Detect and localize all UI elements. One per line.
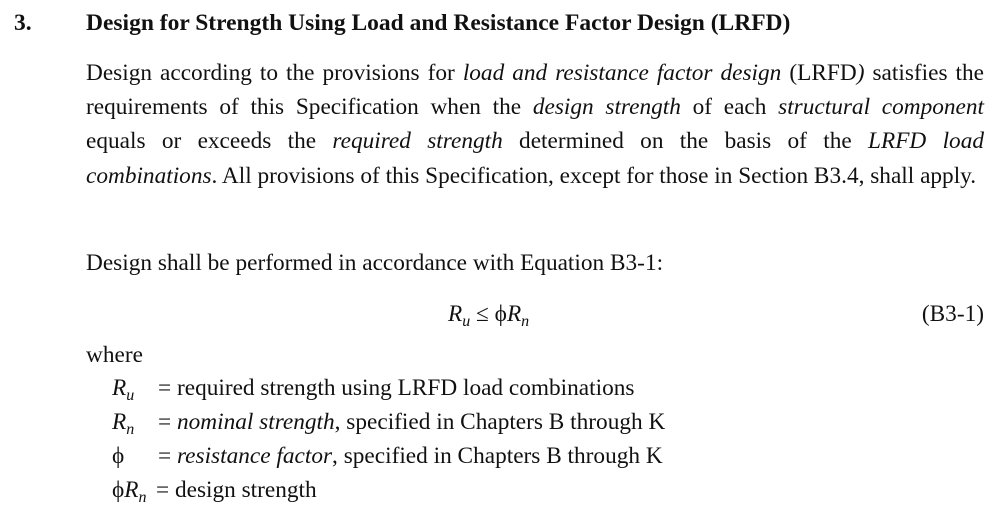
symbol-r: R: [112, 409, 127, 435]
definition-description: required strength using LRFD load combinations: [176, 375, 635, 401]
term-design-strength: design strength: [532, 94, 681, 121]
where-label: where: [86, 342, 143, 368]
equation-number: (B3-1): [921, 301, 984, 327]
subscript-n: n: [521, 313, 530, 330]
subscript-n: n: [138, 489, 147, 506]
equation-expression: [448, 297, 529, 331]
subscript-u: u: [462, 313, 471, 330]
text-run: determined on the basis of the: [502, 128, 869, 155]
text-run-italic-paren: ): [856, 60, 865, 86]
subscript-n: n: [126, 421, 135, 438]
text-run: Design according to the provisions for: [86, 60, 463, 86]
phi-symbol: ϕ: [112, 477, 125, 503]
text-run: of each: [680, 94, 779, 121]
definition-symbol: [112, 473, 147, 507]
term-lrfd-load-combinations: LRFD load combinations: [86, 128, 984, 189]
text-run: equals or exceeds the: [86, 128, 333, 155]
definition-text: [156, 473, 317, 507]
definition-text: [158, 405, 665, 439]
section-number: 3.: [14, 10, 32, 36]
subscript-u: u: [126, 387, 135, 404]
symbol-r: R: [124, 477, 139, 503]
definition-symbol: [112, 439, 124, 473]
phi-symbol: ϕ: [112, 443, 125, 469]
symbol-r: R: [448, 301, 463, 327]
text-run: satisfies the requirements of this Specification when the: [86, 60, 985, 121]
definition-description: design strength: [174, 477, 317, 503]
definition-term: nominal strength: [176, 409, 335, 435]
equals-sign: =: [158, 409, 177, 435]
paragraph-equation-intro: Design shall be performed in accordance with Equation B3-1:: [86, 250, 664, 276]
equation-b3-1: [86, 297, 984, 331]
section-title: Design for Strength Using Load and Resistance Factor Design (LRFD): [86, 10, 791, 36]
term-structural-component: structural component: [778, 94, 984, 121]
less-equal-operator: ≤: [470, 301, 495, 327]
term-lrfd: load and resistance factor design: [462, 60, 782, 86]
term-required-strength: required strength: [332, 128, 503, 155]
definition-term: resistance factor: [176, 443, 333, 469]
definition-text: [158, 439, 663, 473]
definition-symbol: [112, 371, 134, 405]
text-run: . All provisions of this Specification, except for those in Section B3.4, shall apply.: [211, 162, 977, 189]
equals-sign: =: [158, 375, 177, 401]
symbol-r: R: [506, 301, 522, 327]
definition-text: [158, 371, 634, 405]
phi-symbol: ϕ: [494, 301, 507, 327]
text-run: (LRFD: [781, 60, 857, 86]
equals-sign: =: [158, 443, 177, 469]
symbol-r: R: [112, 375, 127, 401]
paragraph-lrfd-provisions: [86, 56, 984, 193]
definition-symbol: [112, 405, 134, 439]
definition-description: , specified in Chapters B through K: [332, 443, 663, 469]
definition-description: , specified in Chapters B through K: [334, 409, 666, 435]
equals-sign: =: [156, 477, 175, 503]
